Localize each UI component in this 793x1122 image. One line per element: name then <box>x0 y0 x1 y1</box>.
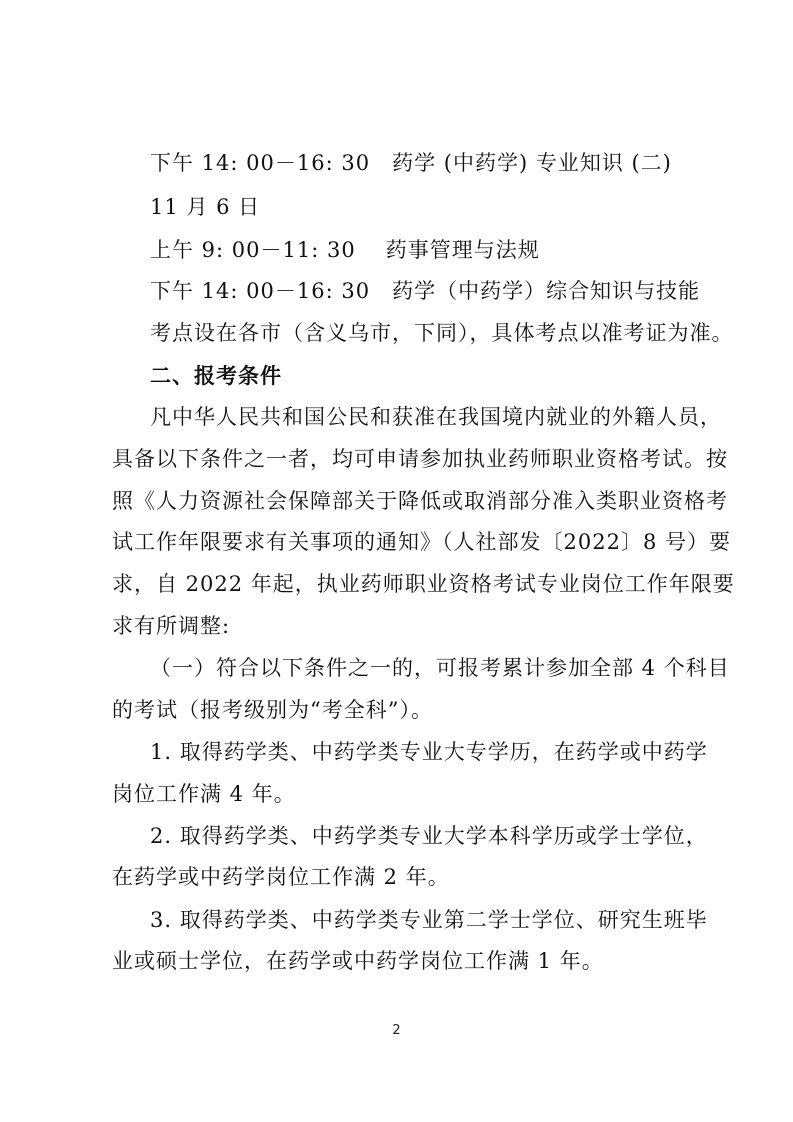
schedule-subject: 药事管理与法规 <box>385 238 540 262</box>
paragraph-line: 照《人力资源社会保障部关于降低或取消部分准入类职业资格考 <box>112 489 728 513</box>
schedule-date <box>150 192 260 222</box>
schedule-time: 下午 14: 00－16: 30 <box>150 279 371 303</box>
paragraph-line: 具备以下条件之一者，均可申请参加执业药师职业资格考试。按 <box>112 447 728 471</box>
list-item-3-line: 3. 取得药学类、中药学类专业第二学士学位、研究生班毕 <box>150 908 708 932</box>
subsection-line: 的考试（报考级别为“考全科”）。 <box>112 698 433 722</box>
schedule-subject: 药学 (中药学) 专业知识 (二) <box>392 151 672 175</box>
subsection-line: （一）符合以下条件之一的，可报考累计参加全部 4 个科目 <box>150 656 730 680</box>
schedule-row-3 <box>150 276 700 306</box>
schedule-date-text: 11 月 6 日 <box>150 195 261 219</box>
section-heading: 二、报考条件 <box>150 364 282 388</box>
schedule-time: 下午 14: 00－16: 30 <box>150 151 371 175</box>
page-number: 2 <box>392 1023 401 1038</box>
paragraph-line: 求，自 2022 年起，执业药师职业资格考试专业岗位工作年限要 <box>112 572 735 596</box>
paragraph-line: 凡中华人民共和国公民和获准在我国境内就业的外籍人员， <box>150 405 722 429</box>
list-item-2-line: 在药学或中药学岗位工作满 2 年。 <box>112 865 450 889</box>
schedule-time: 上午 9: 00－11: 30 <box>150 238 356 262</box>
schedule-row-1 <box>150 148 672 178</box>
paragraph-line: 求有所调整: <box>112 614 231 638</box>
list-item-1-line: 1. 取得药学类、中药学类专业大专学历，在药学或中药学 <box>150 740 708 764</box>
schedule-row-2 <box>150 235 540 265</box>
list-item-3-line: 业或硕士学位，在药学或中药学岗位工作满 1 年。 <box>112 949 604 973</box>
paragraph-line: 试工作年限要求有关事项的通知》（人社部发〔2022〕8 号）要 <box>112 530 731 554</box>
venue-note: 考点设在各市（含义乌市，下同），具体考点以准考证为准。 <box>150 321 734 345</box>
list-item-1-line: 岗位工作满 4 年。 <box>112 782 296 806</box>
schedule-subject: 药学（中药学）综合知识与技能 <box>392 279 701 303</box>
list-item-2-line: 2. 取得药学类、中药学类专业大学本科学历或学士学位， <box>150 824 708 848</box>
